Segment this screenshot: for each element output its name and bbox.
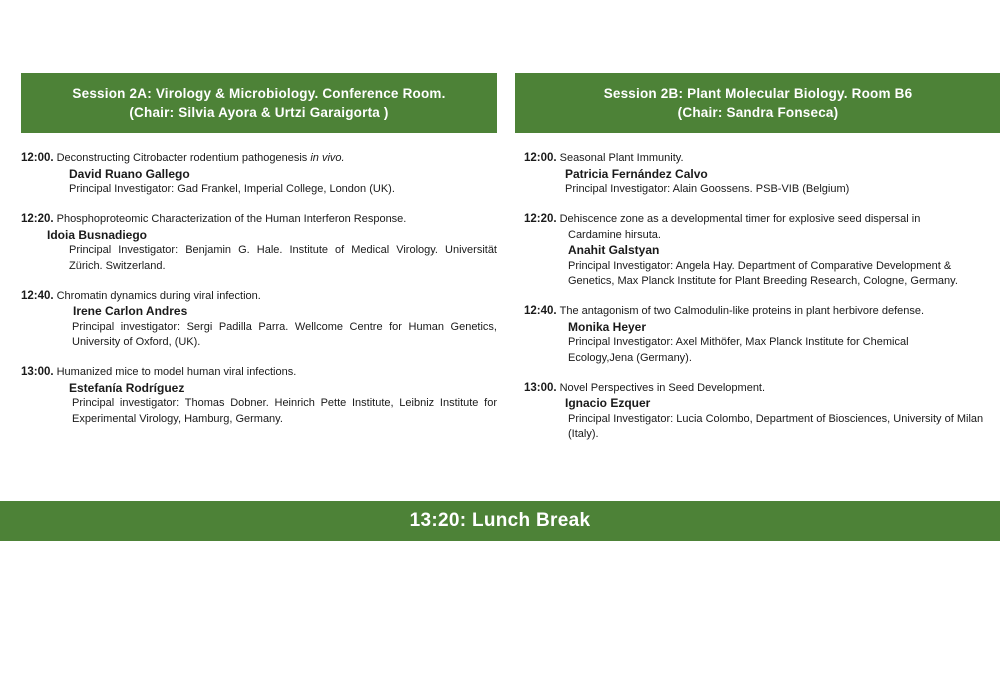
- session-2a-chair: (Chair: Silvia Ayora & Urtzi Garaigorta ): [129, 105, 389, 120]
- talk-time: 12:00.: [21, 152, 54, 164]
- talk-principal-investigator: Principal Investigator: Alain Goossens. PSB-VIB (Belgium): [565, 183, 850, 195]
- talk-title: Phosphoproteomic Characterization of the Human Interferon Response.: [56, 213, 407, 225]
- talk-time: 12:40.: [524, 305, 557, 317]
- talk-time: 12:20.: [524, 213, 557, 225]
- talk-title: Chromatin dynamics during viral infection.: [56, 289, 261, 302]
- talk-speaker: Monika Heyer: [568, 319, 647, 334]
- talk-principal-investigator: Principal Investigator: Angela Hay. Department of Comparative Development & Genetics, Max Planck Institute for Plant Breeding Research, Cologne, Germany.: [568, 259, 958, 287]
- talk-time: 13:00.: [524, 381, 557, 394]
- session-2a-header: [21, 73, 497, 133]
- talk-item: [21, 289, 497, 351]
- talk-item: [524, 212, 992, 290]
- talk-item: [21, 365, 497, 427]
- talk-principal-investigator: Principal Investigator: Lucia Colombo, Department of Biosciences, University of Milan (Italy).: [568, 412, 984, 440]
- talk-title: Humanized mice to model human viral infections.: [56, 366, 297, 378]
- talk-speaker: Estefanía Rodríguez: [69, 380, 185, 395]
- talk-principal-investigator: Principal Investigator: Axel Mithöfer, Max Planck Institute for Chemical Ecology,Jena (Germany).: [568, 336, 909, 364]
- talk-title: Dehiscence zone as a developmental timer for explosive seed dispersal in: [559, 213, 921, 225]
- talk-principal-investigator: Principal investigator: Sergi Padilla Parra. Wellcome Centre for Human Genetics, University of Oxford, (UK).: [72, 320, 497, 348]
- talk-title: Novel Perspectives in Seed Development.: [559, 381, 766, 394]
- lunch-break-banner: 13:20: Lunch Break: [0, 501, 1000, 541]
- talk-time: 12:20.: [21, 213, 54, 225]
- talk-item: [524, 151, 992, 198]
- session-2a-title: Session 2A: Virology & Microbiology. Conference Room.: [72, 86, 446, 101]
- talk-time: 13:00.: [21, 366, 54, 378]
- talk-title: The antagonism of two Calmodulin-like proteins in plant herbivore defense.: [559, 305, 925, 317]
- talk-time: 12:40.: [21, 289, 54, 302]
- talk-item: [21, 212, 497, 274]
- session-2b-chair: (Chair: Sandra Fonseca): [677, 105, 839, 120]
- talk-speaker: Ignacio Ezquer: [565, 396, 651, 410]
- talk-speaker: David Ruano Gallego: [69, 166, 190, 181]
- talk-principal-investigator: Principal Investigator: Benjamin G. Hale. Institute of Medical Virology. Universität Zürich. Switzerland.: [69, 244, 497, 272]
- session-2a-talks: [21, 151, 497, 427]
- talk-speaker: Idoia Busnadiego: [47, 227, 148, 242]
- talk-item: [524, 381, 992, 443]
- talk-title-continuation: Cardamine hirsuta.: [568, 228, 661, 241]
- session-2b-title: Session 2B: Plant Molecular Biology. Room B6: [603, 86, 913, 101]
- session-2b-header: [515, 73, 1000, 133]
- talk-title: Seasonal Plant Immunity.: [559, 152, 684, 164]
- talk-speaker: Patricia Fernández Calvo: [565, 166, 708, 181]
- talk-item: [524, 304, 992, 366]
- talk-item: [21, 151, 497, 198]
- talk-time: 12:00.: [524, 152, 557, 164]
- talk-principal-investigator: Principal investigator: Thomas Dobner. Heinrich Pette Institute, Leibniz Institute for Experimental Virology, Hamburg, Germany.: [72, 397, 497, 425]
- talk-speaker: Anahit Galstyan: [568, 243, 660, 257]
- talk-title-italic: in vivo.: [310, 152, 345, 164]
- session-2b-talks: [524, 151, 992, 443]
- talk-speaker: Irene Carlon Andres: [73, 304, 188, 318]
- talk-principal-investigator: Principal Investigator: Gad Frankel, Imperial College, London (UK).: [69, 183, 395, 195]
- talk-title: Deconstructing Citrobacter rodentium pathogenesis: [56, 152, 311, 164]
